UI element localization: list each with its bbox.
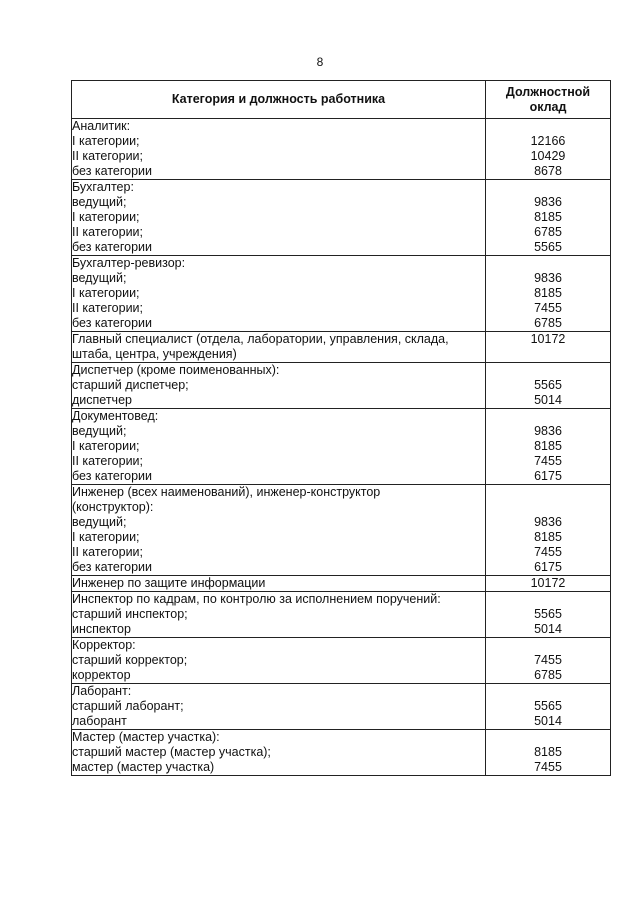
position-line: I категории;: [72, 286, 140, 300]
position-category-cell: [72, 180, 486, 256]
salary-cell: [486, 256, 611, 332]
position-category-cell: [72, 638, 486, 684]
position-category-cell: [72, 592, 486, 638]
salary-value: 7455: [534, 760, 562, 774]
salary-value: 5565: [534, 607, 562, 621]
position-line: старший мастер (мастер участка);: [72, 745, 271, 759]
position-category-cell: [72, 576, 486, 592]
table-row: [72, 256, 611, 332]
position-line: ведущий;: [72, 195, 127, 209]
salary-value: 8678: [534, 164, 562, 178]
position-line: II категории;: [72, 149, 144, 163]
salary-cell: [486, 119, 611, 180]
position-category-cell: [72, 485, 486, 576]
header-salary: [486, 81, 611, 119]
salary-value: 9836: [534, 195, 562, 209]
salary-value: [486, 409, 610, 424]
position-group-title: Лаборант:: [72, 684, 132, 698]
salary-value: 10429: [530, 149, 566, 163]
position-line: без категории: [72, 164, 153, 178]
position-category-cell: [72, 684, 486, 730]
salary-value: [486, 500, 610, 515]
salary-value: 6175: [534, 469, 562, 483]
salary-value: 5014: [534, 714, 562, 728]
salary-value: 8185: [534, 745, 562, 759]
salary-cell: [486, 409, 611, 485]
position-line: штаба, центра, учреждения): [72, 347, 237, 361]
table-row: [72, 592, 611, 638]
salary-cell: [486, 332, 611, 363]
position-line: II категории;: [72, 301, 144, 315]
position-category-cell: [72, 332, 486, 363]
salary-value: [486, 485, 610, 500]
salary-value: 8185: [534, 210, 562, 224]
salary-value: 6175: [534, 560, 562, 574]
position-line: ведущий;: [72, 271, 127, 285]
position-line: II категории;: [72, 545, 144, 559]
position-line: лаборант: [72, 714, 127, 728]
salary-value: 7455: [534, 301, 562, 315]
table-row: [72, 485, 611, 576]
position-line: без категории: [72, 560, 153, 574]
position-line: без категории: [72, 316, 153, 330]
position-group-title: Аналитик:: [72, 119, 131, 133]
table-row: [72, 409, 611, 485]
salary-table: [71, 80, 611, 776]
salary-value: 5565: [534, 240, 562, 254]
table-row: [72, 730, 611, 776]
position-group-title: Инспектор по кадрам, по контролю за исполнением поручений:: [72, 592, 441, 606]
position-line: I категории;: [72, 530, 140, 544]
table-row: [72, 180, 611, 256]
salary-value: 5014: [534, 393, 562, 407]
salary-value: [486, 730, 610, 745]
position-line: старший инспектор;: [72, 607, 188, 621]
header-salary-line2: оклад: [529, 99, 567, 114]
salary-value: 12166: [530, 134, 566, 148]
position-line: без категории: [72, 469, 153, 483]
position-line: ведущий;: [72, 424, 127, 438]
salary-value: 8185: [534, 439, 562, 453]
position-category-cell: [72, 363, 486, 409]
salary-value: [486, 180, 610, 195]
position-group-title: Диспетчер (кроме поименованных):: [72, 363, 280, 377]
position-line: старший лаборант;: [72, 699, 184, 713]
position-group-title: Бухгалтер:: [72, 180, 134, 194]
position-group-title: Корректор:: [72, 638, 136, 652]
position-line: диспетчер: [72, 393, 132, 407]
table-row: [72, 363, 611, 409]
position-group-title: Главный специалист (отдела, лаборатории, управления, склада,: [72, 332, 449, 346]
position-line: без категории: [72, 240, 153, 254]
salary-value: [486, 684, 610, 699]
position-group-title: Мастер (мастер участка):: [72, 730, 220, 744]
position-line: I категории;: [72, 210, 140, 224]
salary-value: [486, 347, 610, 362]
salary-value: 8185: [534, 286, 562, 300]
header-salary-line1: Должностной: [505, 84, 591, 99]
salary-cell: [486, 592, 611, 638]
header-category: Категория и должность работника: [72, 81, 486, 119]
position-category-cell: [72, 256, 486, 332]
salary-value: 10172: [530, 576, 566, 590]
salary-value: 9836: [534, 271, 562, 285]
salary-value: 7455: [534, 454, 562, 468]
table-header-row: [72, 81, 611, 119]
salary-cell: [486, 363, 611, 409]
salary-value: 6785: [534, 225, 562, 239]
salary-cell: [486, 684, 611, 730]
position-group-title: Инженер (всех наименований), инженер-конструктор: [72, 485, 381, 499]
position-line: ведущий;: [72, 515, 127, 529]
salary-cell: [486, 485, 611, 576]
salary-value: 9836: [534, 424, 562, 438]
position-line: старший корректор;: [72, 653, 188, 667]
salary-value: [486, 638, 610, 653]
position-line: II категории;: [72, 225, 144, 239]
salary-value: 6785: [534, 316, 562, 330]
table-row: [72, 119, 611, 180]
table-body: [72, 119, 611, 776]
position-line: I категории;: [72, 134, 140, 148]
position-group-title: Документовед:: [72, 409, 159, 423]
salary-cell: [486, 180, 611, 256]
salary-value: 7455: [534, 545, 562, 559]
position-line: (конструктор):: [72, 500, 154, 514]
position-line: мастер (мастер участка): [72, 760, 215, 774]
salary-cell: [486, 638, 611, 684]
salary-cell: [486, 730, 611, 776]
position-line: инспектор: [72, 622, 131, 636]
position-group-title: Инженер по защите информации: [72, 576, 266, 590]
position-category-cell: [72, 730, 486, 776]
table-row: [72, 332, 611, 363]
salary-value: 5565: [534, 378, 562, 392]
salary-cell: [486, 576, 611, 592]
salary-value: 9836: [534, 515, 562, 529]
position-category-cell: [72, 119, 486, 180]
salary-value: 8185: [534, 530, 562, 544]
salary-value: 5565: [534, 699, 562, 713]
table-row: [72, 684, 611, 730]
position-category-cell: [72, 409, 486, 485]
salary-value: 7455: [534, 653, 562, 667]
salary-value: [486, 363, 610, 378]
position-line: I категории;: [72, 439, 140, 453]
salary-value: 10172: [530, 332, 566, 346]
salary-value: [486, 119, 610, 134]
salary-value: [486, 592, 610, 607]
salary-value: [486, 256, 610, 271]
position-line: старший диспетчер;: [72, 378, 189, 392]
table-row: [72, 576, 611, 592]
position-line: корректор: [72, 668, 131, 682]
page-number: 8: [316, 55, 324, 69]
salary-value: 6785: [534, 668, 562, 682]
table-row: [72, 638, 611, 684]
position-line: II категории;: [72, 454, 144, 468]
salary-value: 5014: [534, 622, 562, 636]
position-group-title: Бухгалтер-ревизор:: [72, 256, 186, 270]
